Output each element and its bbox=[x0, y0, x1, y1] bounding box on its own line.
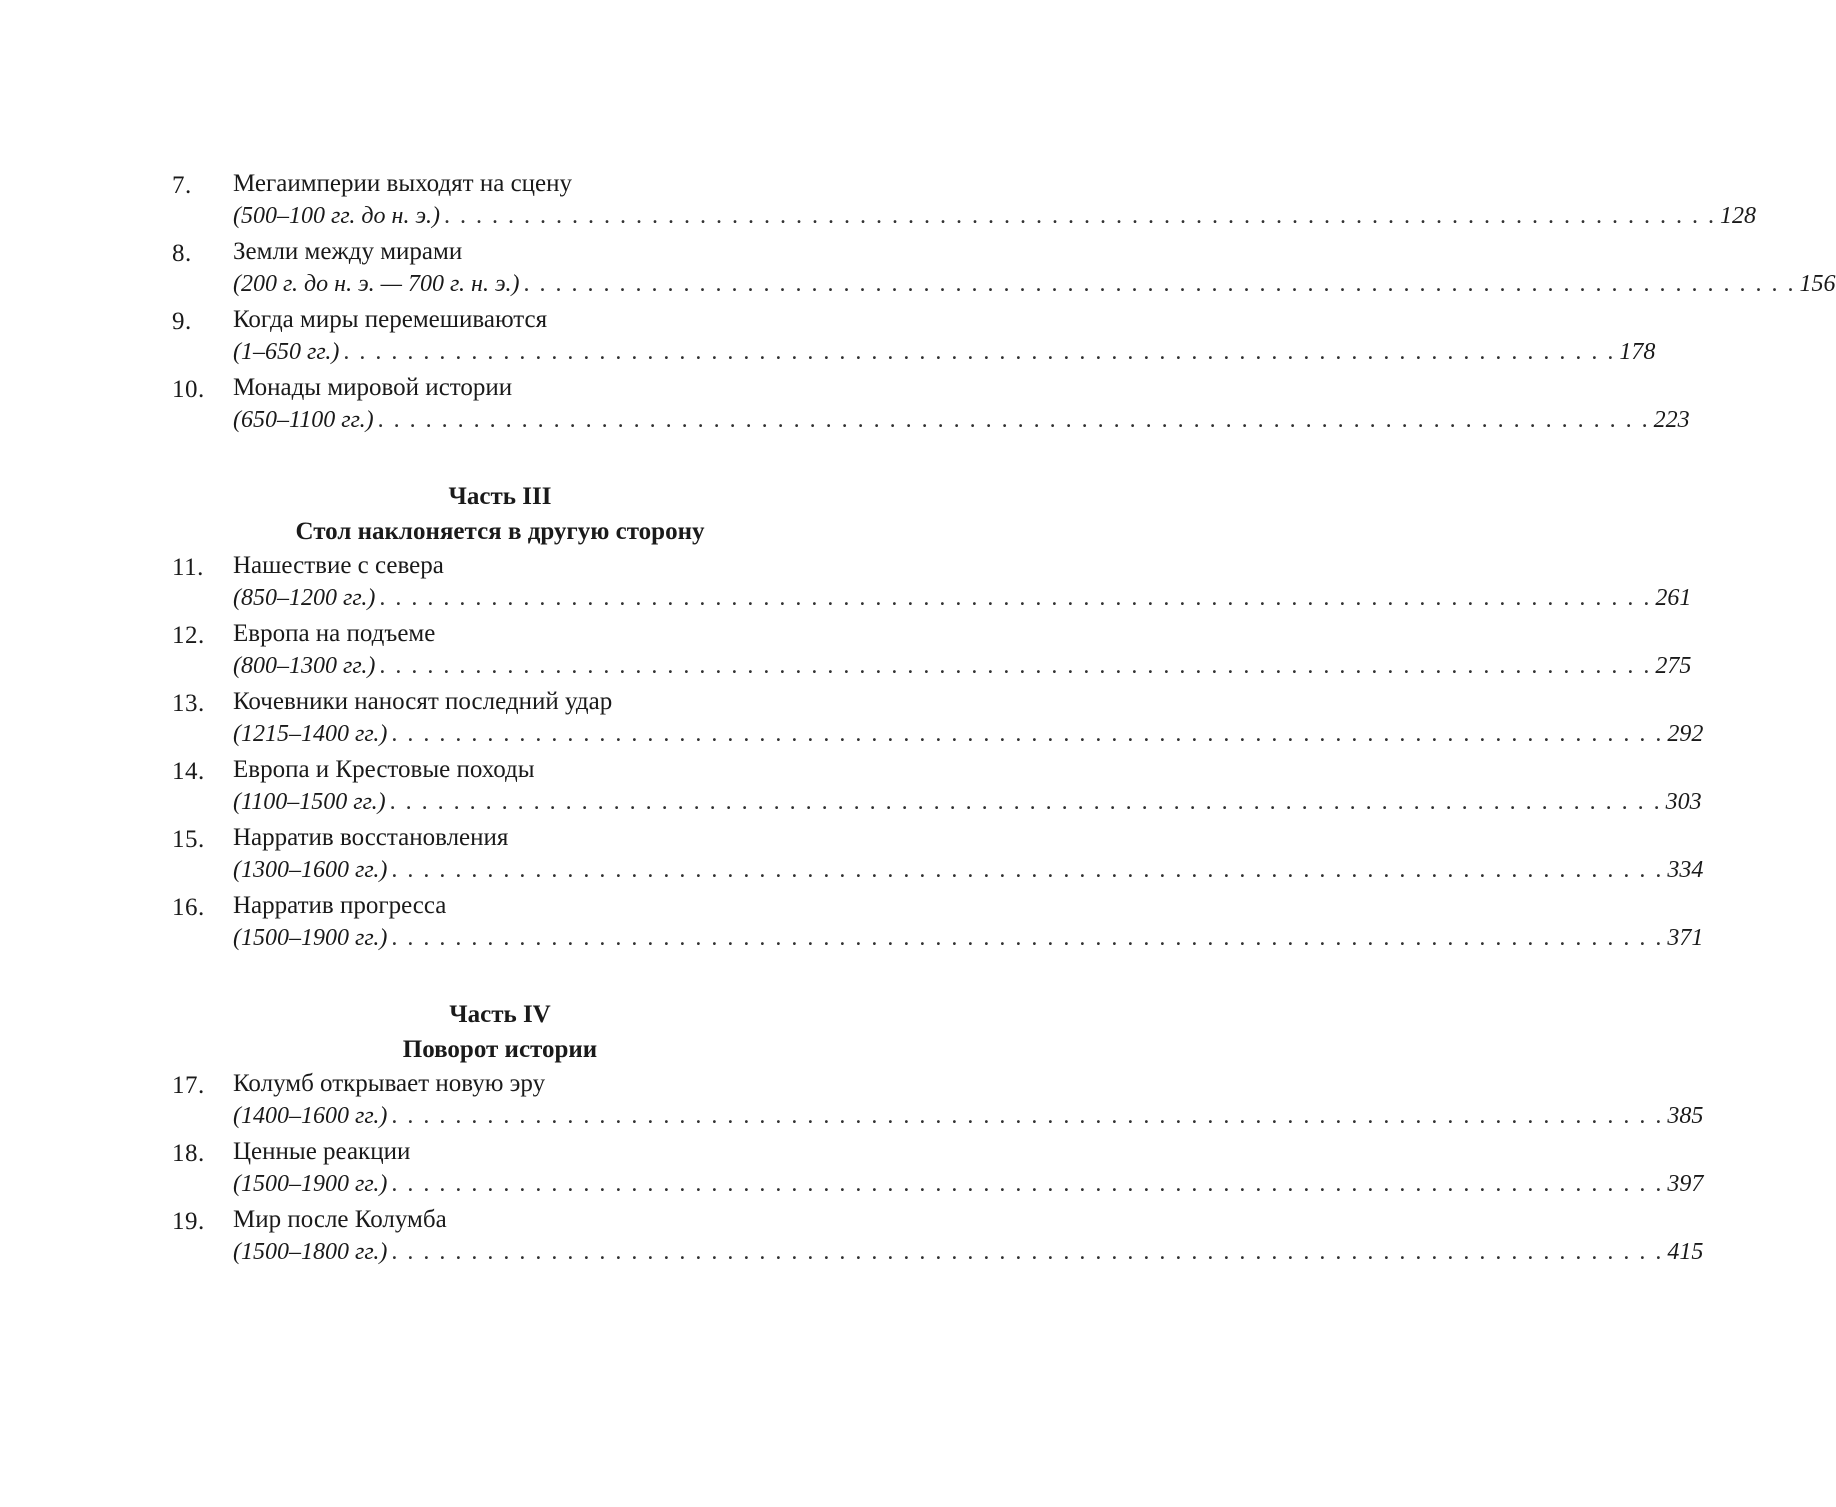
toc-entry[interactable] bbox=[0, 236, 1836, 304]
chapter-dates: (200 г. до н. э. — 700 г. н. э.) bbox=[233, 271, 520, 297]
chapter-meta-line bbox=[233, 407, 1690, 434]
toc-group-c bbox=[0, 1068, 1704, 1272]
chapter-dates: (1400–1600 гг.) bbox=[233, 1103, 388, 1129]
chapter-dates: (1100–1500 гг.) bbox=[233, 789, 386, 815]
chapter-meta-line bbox=[233, 721, 1704, 748]
toc-group-a bbox=[0, 168, 1836, 440]
page-number: 223 bbox=[1653, 407, 1690, 433]
dot-leader: . . . . . . . . . . . . . . . . . . . . . . . . . . . . . . . . . . . . . . . . . . . . . . . . . . . . . . . . . . . . . . . . . . . . . . . . . . . . . . . . bbox=[444, 203, 1717, 229]
dot-leader: . . . . . . . . . . . . . . . . . . . . . . . . . . . . . . . . . . . . . . . . . . . . . . . . . . . . . . . . . . . . . . . . . . . . . . . . . . . . . . . . bbox=[379, 653, 1652, 679]
chapter-title: Ценные реакции bbox=[233, 1138, 411, 1165]
dot-leader: . . . . . . . . . . . . . . . . . . . . . . . . . . . . . . . . . . . . . . . . . . . . . . . . . . . . . . . . . . . . . . . . . . . . . . . . . . . . . . . . bbox=[379, 585, 1652, 611]
toc-entry[interactable] bbox=[0, 618, 1692, 686]
toc-entry[interactable] bbox=[0, 754, 1702, 822]
chapter-meta-line bbox=[233, 339, 1656, 366]
toc-entry[interactable] bbox=[0, 550, 1692, 618]
chapter-title: Монады мировой истории bbox=[233, 374, 513, 401]
toc-entry[interactable] bbox=[0, 686, 1704, 754]
chapter-title: Европа и Крестовые походы bbox=[233, 756, 535, 783]
page-number: 156 bbox=[1799, 271, 1836, 297]
page-number: 397 bbox=[1667, 1171, 1704, 1197]
chapter-dates: (1500–1800 гг.) bbox=[233, 1239, 388, 1265]
chapter-title: Нарратив восстановления bbox=[233, 824, 509, 851]
chapter-dates: (1215–1400 гг.) bbox=[233, 721, 388, 747]
chapter-meta-line bbox=[233, 653, 1692, 680]
chapter-number: 8. bbox=[172, 240, 192, 267]
chapter-title: Нарратив прогресса bbox=[233, 892, 447, 919]
chapter-title: Земли между мирами bbox=[233, 238, 463, 265]
page-number: 385 bbox=[1667, 1103, 1704, 1129]
dot-leader: . . . . . . . . . . . . . . . . . . . . . . . . . . . . . . . . . . . . . . . . . . . . . . . . . . . . . . . . . . . . . . . . . . . . . . . . . . . . . . . . bbox=[391, 1103, 1664, 1129]
page-number: 292 bbox=[1667, 721, 1704, 747]
dot-leader: . . . . . . . . . . . . . . . . . . . . . . . . . . . . . . . . . . . . . . . . . . . . . . . . . . . . . . . . . . . . . . . . . . . . . . . . . . . . . . . . bbox=[391, 1171, 1664, 1197]
chapter-title: Мир после Колумба bbox=[233, 1206, 447, 1233]
chapter-number: 17. bbox=[172, 1072, 205, 1099]
page-number: 128 bbox=[1720, 203, 1757, 229]
chapter-title: Колумб открывает новую эру bbox=[233, 1070, 546, 1097]
toc-entry[interactable] bbox=[0, 1136, 1704, 1204]
dot-leader: . . . . . . . . . . . . . . . . . . . . . . . . . . . . . . . . . . . . . . . . . . . . . . . . . . . . . . . . . . . . . . . . . . . . . . . . . . . . . . . . bbox=[523, 271, 1796, 297]
dot-leader: . . . . . . . . . . . . . . . . . . . . . . . . . . . . . . . . . . . . . . . . . . . . . . . . . . . . . . . . . . . . . . . . . . . . . . . . . . . . . . . . bbox=[391, 857, 1664, 883]
toc-entry[interactable] bbox=[0, 890, 1704, 958]
toc-entry[interactable] bbox=[0, 372, 1690, 440]
page-number: 371 bbox=[1667, 925, 1704, 951]
part-label: Часть III bbox=[448, 483, 552, 510]
chapter-number: 7. bbox=[172, 172, 192, 199]
chapter-number: 15. bbox=[172, 826, 205, 853]
chapter-title: Европа на подъеме bbox=[233, 620, 436, 647]
page-number: 275 bbox=[1655, 653, 1692, 679]
chapter-meta-line bbox=[233, 585, 1692, 612]
dot-leader: . . . . . . . . . . . . . . . . . . . . . . . . . . . . . . . . . . . . . . . . . . . . . . . . . . . . . . . . . . . . . . . . . . . . . . . . . . . . . . . . bbox=[391, 925, 1664, 951]
dot-leader: . . . . . . . . . . . . . . . . . . . . . . . . . . . . . . . . . . . . . . . . . . . . . . . . . . . . . . . . . . . . . . . . . . . . . . . . . . . . . . . . bbox=[391, 1239, 1664, 1265]
toc-entry[interactable] bbox=[0, 168, 1757, 236]
chapter-number: 19. bbox=[172, 1208, 205, 1235]
chapter-number: 14. bbox=[172, 758, 205, 785]
dot-leader: . . . . . . . . . . . . . . . . . . . . . . . . . . . . . . . . . . . . . . . . . . . . . . . . . . . . . . . . . . . . . . . . . . . . . . . . . . . . . . . . bbox=[389, 789, 1662, 815]
page-number: 261 bbox=[1655, 585, 1692, 611]
chapter-dates: (1500–1900 гг.) bbox=[233, 1171, 388, 1197]
part-title: Поворот истории bbox=[402, 1036, 598, 1063]
toc-entry[interactable] bbox=[0, 1068, 1704, 1136]
part-heading-3 bbox=[0, 480, 1000, 550]
chapter-meta-line bbox=[233, 925, 1704, 952]
chapter-dates: (1300–1600 гг.) bbox=[233, 857, 388, 883]
chapter-meta-line bbox=[233, 789, 1702, 816]
chapter-meta-line bbox=[233, 271, 1836, 298]
chapter-number: 12. bbox=[172, 622, 205, 649]
chapter-title: Кочевники наносят последний удар bbox=[233, 688, 613, 715]
chapter-number: 18. bbox=[172, 1140, 205, 1167]
spacer bbox=[0, 958, 1000, 998]
chapter-number: 11. bbox=[172, 554, 204, 581]
toc-entry[interactable] bbox=[0, 822, 1704, 890]
chapter-number: 16. bbox=[172, 894, 205, 921]
chapter-dates: (650–1100 гг.) bbox=[233, 407, 374, 433]
chapter-meta-line bbox=[233, 203, 1757, 230]
page-number: 303 bbox=[1665, 789, 1702, 815]
chapter-number: 13. bbox=[172, 690, 205, 717]
chapter-dates: (1–650 гг.) bbox=[233, 339, 340, 365]
chapter-title: Когда миры перемешиваются bbox=[233, 306, 548, 333]
chapter-dates: (850–1200 гг.) bbox=[233, 585, 376, 611]
chapter-meta-line bbox=[233, 857, 1704, 884]
dot-leader: . . . . . . . . . . . . . . . . . . . . . . . . . . . . . . . . . . . . . . . . . . . . . . . . . . . . . . . . . . . . . . . . . . . . . . . . . . . . . . . . bbox=[391, 721, 1664, 747]
chapter-number: 10. bbox=[172, 376, 205, 403]
part-heading-4 bbox=[0, 998, 1000, 1068]
part-label: Часть IV bbox=[449, 1001, 551, 1028]
chapter-meta-line bbox=[233, 1171, 1704, 1198]
toc-group-b bbox=[0, 550, 1704, 958]
chapter-title: Мегаимперии выходят на сцену bbox=[233, 170, 573, 197]
chapter-dates: (500–100 гг. до н. э.) bbox=[233, 203, 441, 229]
page-number: 334 bbox=[1667, 857, 1704, 883]
page-number: 415 bbox=[1667, 1239, 1704, 1265]
dot-leader: . . . . . . . . . . . . . . . . . . . . . . . . . . . . . . . . . . . . . . . . . . . . . . . . . . . . . . . . . . . . . . . . . . . . . . . . . . . . . . . . bbox=[377, 407, 1650, 433]
dot-leader: . . . . . . . . . . . . . . . . . . . . . . . . . . . . . . . . . . . . . . . . . . . . . . . . . . . . . . . . . . . . . . . . . . . . . . . . . . . . . . . . bbox=[343, 339, 1616, 365]
chapter-dates: (1500–1900 гг.) bbox=[233, 925, 388, 951]
chapter-number: 9. bbox=[172, 308, 192, 335]
toc-entry[interactable] bbox=[0, 1204, 1704, 1272]
chapter-dates: (800–1300 гг.) bbox=[233, 653, 376, 679]
page-number: 178 bbox=[1619, 339, 1656, 365]
chapter-meta-line bbox=[233, 1239, 1704, 1266]
chapter-meta-line bbox=[233, 1103, 1704, 1130]
toc-entry[interactable] bbox=[0, 304, 1656, 372]
part-title: Стол наклоняется в другую сторону bbox=[295, 518, 705, 545]
chapter-title: Нашествие с севера bbox=[233, 552, 444, 579]
spacer bbox=[0, 440, 1000, 480]
table-of-contents bbox=[0, 168, 1836, 1272]
